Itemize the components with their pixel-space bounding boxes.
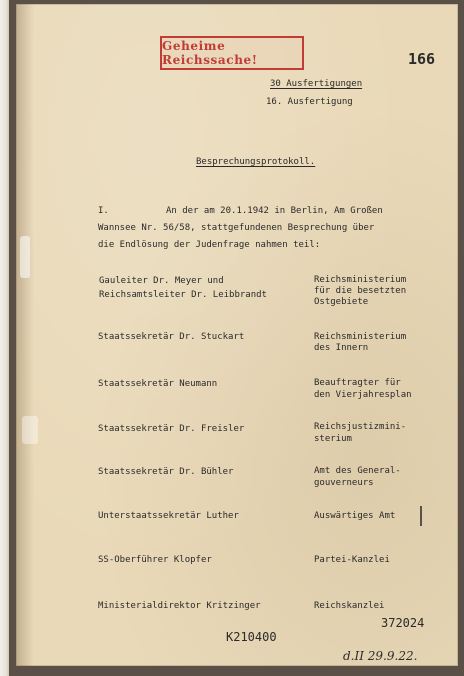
paper-sheet — [16, 4, 458, 666]
archive-number-right: 372024 — [381, 616, 425, 630]
participant-org: sterium — [314, 434, 352, 444]
participant-name: Staatssekretär Dr. Freisler — [98, 424, 245, 434]
paper-shadow — [16, 4, 34, 666]
intro-line-2: Wannsee Nr. 56/58, stattgefundenen Besprechung über — [98, 223, 375, 233]
participant-org: Partei-Kanzlei — [314, 555, 390, 565]
participant-org: Reichsjustizmini- — [314, 422, 407, 432]
participant-org: gouverneurs — [314, 478, 374, 488]
participant-org: Ostgebiete — [314, 297, 369, 307]
secret-stamp: Geheime Reichssache! — [160, 36, 304, 70]
participant-name: SS-Oberführer Klopfer — [98, 555, 212, 565]
participant-name: Staatssekretär Neumann — [98, 379, 218, 389]
archive-number-left: K210400 — [226, 630, 277, 644]
paper-damage-spot — [22, 416, 38, 444]
participant-name: Staatssekretär Dr. Stuckart — [98, 332, 245, 342]
participant-name: Staatssekretär Dr. Bühler — [98, 467, 234, 477]
participant-org: Reichsministerium — [314, 275, 407, 285]
copy-number: 16. Ausfertigung — [266, 97, 353, 107]
participant-org: Reichskanzlei — [314, 601, 385, 611]
participant-org: Reichsministerium — [314, 332, 407, 342]
participant-org: Auswärtiges Amt — [314, 511, 396, 521]
intro-line-3: die Endlösung der Judenfrage nahmen teil: — [98, 240, 321, 250]
participant-org: den Vierjahresplan — [314, 390, 412, 400]
section-number: I. — [98, 206, 109, 216]
participant-name: Gauleiter Dr. Meyer und — [99, 276, 224, 286]
participant-name: Reichsamtsleiter Dr. Leibbrandt — [99, 290, 267, 300]
page-number: 166 — [408, 50, 436, 68]
participant-org: für die besetzten — [314, 286, 407, 296]
scan-edge — [0, 0, 9, 676]
pen-mark — [420, 506, 422, 526]
participant-org: Amt des General- — [314, 466, 401, 476]
participant-org: Beauftragter für — [314, 378, 401, 388]
participant-org: des Innern — [314, 343, 369, 353]
intro-line-1: An der am 20.1.1942 in Berlin, Am Großen — [166, 206, 383, 216]
paper-damage-spot — [20, 236, 30, 278]
document-title: Besprechungsprotokoll. — [196, 157, 316, 167]
participant-name: Ministerialdirektor Kritzinger — [98, 601, 261, 611]
copies-total: 30 Ausfertigungen — [270, 79, 363, 89]
participant-name: Unterstaatssekretär Luther — [98, 511, 239, 521]
handwritten-note: d.II 29.9.22. — [343, 649, 418, 663]
